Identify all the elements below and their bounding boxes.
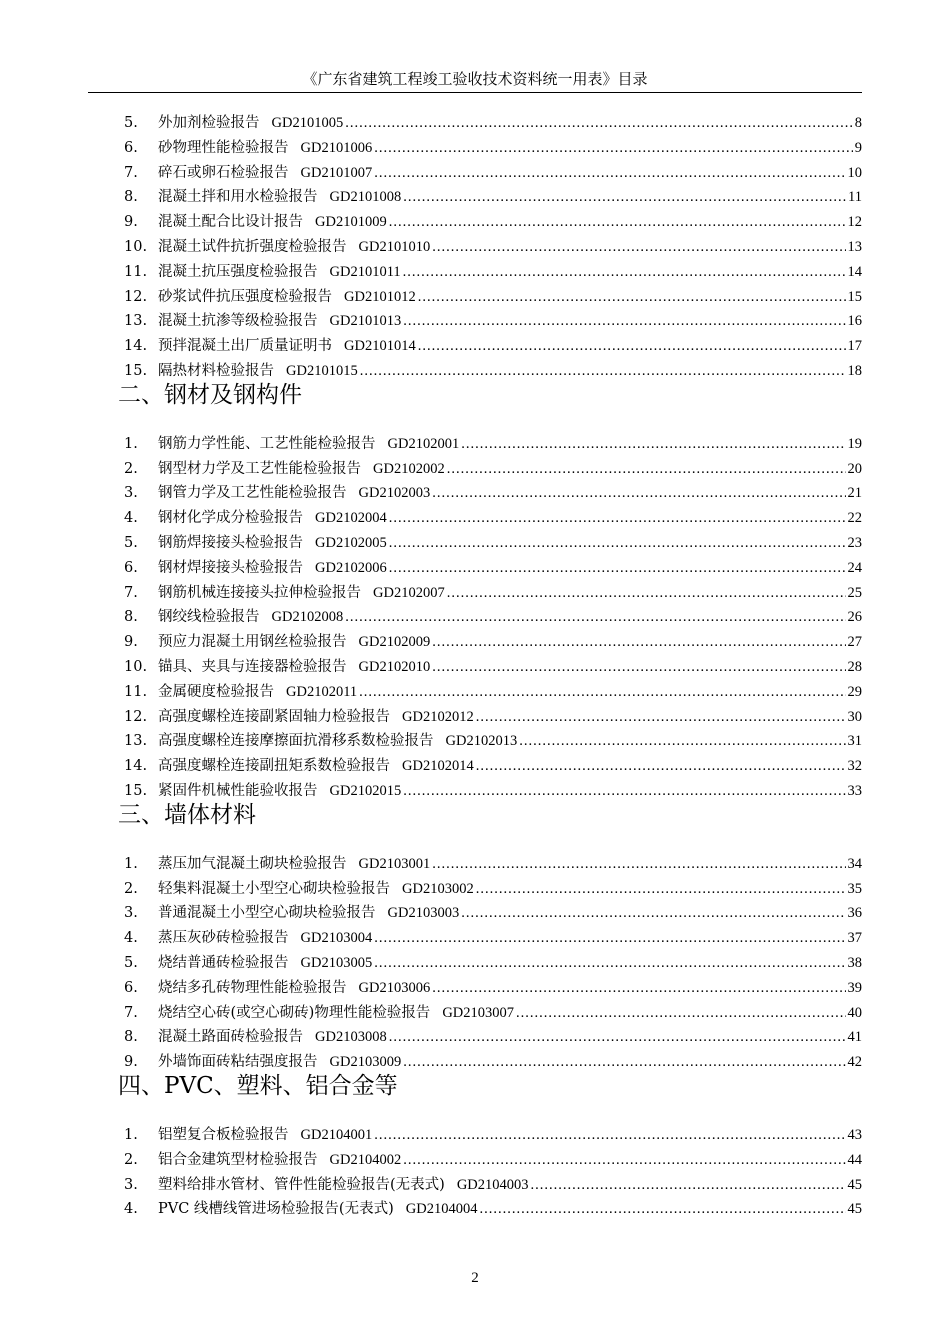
dot-leader — [516, 1002, 845, 1024]
entry-code: GD2104001 — [300, 1127, 373, 1143]
entry-code: GD2104004 — [405, 1201, 478, 1218]
entry-number: 14. — [124, 338, 148, 355]
dot-leader — [360, 360, 846, 382]
entry-code: GD2102012 — [402, 708, 474, 725]
toc-entry[interactable] — [124, 530, 862, 554]
dot-leader — [476, 878, 846, 900]
entry-number: 2. — [124, 880, 138, 897]
toc-entry[interactable] — [124, 1147, 862, 1171]
entry-number: 1. — [124, 435, 138, 452]
entry-page-number: 18 — [847, 363, 862, 379]
entry-code: GD2102013 — [445, 733, 518, 750]
dot-leader — [374, 952, 845, 974]
entry-number: 8. — [124, 609, 138, 626]
entry-title: 普通混凝土小型空心砌块检验报告 — [158, 905, 376, 922]
entry-title: 外墙饰面砖粘结强度报告 — [158, 1054, 318, 1071]
entry-code: GD2102001 — [387, 435, 460, 452]
entry-title: 钢材化学成分检验报告 — [158, 510, 303, 527]
entry-title: 轻集料混凝土小型空心砌块检验报告 — [158, 880, 390, 897]
entry-number: 15. — [124, 363, 148, 379]
entry-number: 4. — [124, 1201, 138, 1218]
entry-number: 13. — [124, 733, 148, 750]
entry-title: 锚具、夹具与连接器检验报告 — [158, 659, 347, 675]
toc-entry[interactable] — [124, 259, 862, 283]
dot-leader — [345, 112, 853, 134]
entry-page-number: 33 — [847, 783, 862, 799]
dot-leader — [418, 335, 846, 357]
entry-number: 1. — [124, 1127, 138, 1143]
entry-code: GD2102010 — [358, 659, 431, 675]
entry-page-number: 36 — [847, 905, 862, 922]
entry-number: 12. — [124, 288, 148, 305]
entry-title: 混凝土抗渗等级检验报告 — [158, 313, 318, 330]
dot-leader — [389, 557, 846, 579]
dot-leader — [345, 606, 845, 628]
toc-entry[interactable] — [124, 505, 862, 529]
page-header: 《广东省建筑工程竣工验收技术资料统一用表》目录 — [302, 70, 648, 88]
entry-code: GD2101005 — [271, 115, 344, 131]
entry-title: 钢绞线检验报告 — [158, 609, 260, 626]
dot-leader — [461, 433, 845, 455]
entry-page-number: 30 — [847, 708, 862, 725]
toc-entry[interactable] — [124, 679, 862, 703]
toc-entry[interactable] — [124, 480, 862, 504]
entry-code: GD2102008 — [271, 609, 344, 626]
entry-number: 8. — [124, 189, 138, 206]
toc-entry[interactable] — [124, 333, 862, 357]
entry-page-number: 13 — [847, 239, 862, 255]
entry-number: 5. — [124, 535, 138, 551]
dot-leader — [403, 261, 846, 283]
entry-page-number: 29 — [847, 683, 862, 700]
entry-page-number: 35 — [847, 880, 862, 897]
entry-page-number: 45 — [847, 1201, 862, 1218]
dot-leader — [389, 507, 846, 529]
entry-page-number: 16 — [847, 313, 862, 330]
entry-page-number: 31 — [847, 733, 862, 750]
entry-code: GD2101011 — [329, 263, 401, 280]
entry-page-number: 14 — [847, 263, 862, 280]
toc-entry[interactable] — [124, 431, 862, 455]
entry-number: 9. — [124, 634, 138, 651]
page-number: 2 — [471, 1270, 479, 1286]
entry-code: GD2101009 — [315, 214, 387, 231]
entry-code: GD2102006 — [315, 559, 387, 576]
entry-code: GD2102009 — [358, 634, 431, 651]
entry-title: 碎石或卵石检验报告 — [158, 164, 289, 181]
entry-number: 5. — [124, 955, 138, 971]
entry-number: 9. — [124, 1054, 138, 1071]
entry-code: GD2102011 — [286, 683, 358, 700]
dot-leader — [403, 780, 845, 802]
dot-leader — [519, 730, 845, 752]
section-heading: 四、PVC、塑料、铝合金等 — [118, 1073, 398, 1099]
entry-title: 钢筋力学性能、工艺性能检验报告 — [158, 435, 376, 452]
entry-title: 烧结普通砖检验报告 — [158, 955, 289, 971]
entry-title: 高强度螺栓连接副扭矩系数检验报告 — [158, 758, 390, 775]
entry-title: 金属硬度检验报告 — [158, 683, 274, 700]
toc-entry[interactable] — [124, 1122, 862, 1146]
toc-entry[interactable] — [124, 580, 862, 604]
entry-code: GD2103009 — [329, 1054, 402, 1071]
entry-title: 钢型材力学及工艺性能检验报告 — [158, 460, 361, 477]
entry-code: GD2103007 — [442, 1004, 515, 1021]
dot-leader — [374, 162, 845, 184]
entry-title: 烧结多孔砖物理性能检验报告 — [158, 979, 347, 996]
toc-entry[interactable] — [124, 753, 862, 777]
entry-code: GD2103003 — [387, 905, 460, 922]
entry-number: 2. — [124, 460, 138, 477]
toc-entry[interactable] — [124, 925, 862, 949]
dot-leader — [403, 310, 845, 332]
entry-page-number: 17 — [847, 338, 862, 355]
entry-page-number: 11 — [848, 189, 862, 206]
entry-title: 混凝土拌和用水检验报告 — [158, 189, 318, 206]
entry-title: 蒸压灰砂砖检验报告 — [158, 930, 289, 947]
entry-number: 6. — [124, 559, 138, 576]
dot-leader — [447, 582, 846, 604]
entry-code: GD2101006 — [300, 139, 373, 156]
entry-page-number: 45 — [847, 1176, 862, 1193]
entry-page-number: 15 — [847, 288, 862, 305]
dot-leader — [403, 1051, 845, 1073]
toc-entry[interactable] — [124, 110, 862, 134]
entry-number: 11. — [124, 683, 148, 700]
entry-code: GD2101007 — [300, 164, 373, 181]
entry-page-number: 37 — [847, 930, 862, 947]
dot-leader — [461, 902, 845, 924]
entry-code: GD2103008 — [315, 1029, 387, 1046]
entry-number: 4. — [124, 930, 138, 947]
entry-title: 塑料给排水管材、管件性能检验报告(无表式) — [158, 1176, 445, 1193]
entry-page-number: 41 — [847, 1029, 862, 1046]
entry-page-number: 25 — [847, 584, 862, 601]
entry-title: 钢筋焊接接头检验报告 — [158, 535, 303, 551]
entry-code: GD2102005 — [315, 535, 387, 551]
toc-entry[interactable] — [124, 950, 862, 974]
entry-number: 2. — [124, 1151, 138, 1168]
toc-entry[interactable] — [124, 184, 862, 208]
entry-title: 混凝土试件抗折强度检验报告 — [158, 239, 347, 255]
entry-title: 紧固件机械性能验收报告 — [158, 783, 318, 799]
dot-leader — [447, 458, 846, 480]
toc-entry[interactable] — [124, 1196, 862, 1220]
entry-page-number: 39 — [847, 979, 862, 996]
entry-code: GD2101014 — [344, 338, 416, 355]
entry-title: 外加剂检验报告 — [158, 115, 260, 131]
toc-entry[interactable] — [124, 135, 862, 159]
entry-title: 高强度螺栓连接副紧固轴力检验报告 — [158, 708, 390, 725]
entry-code: GD2101013 — [329, 313, 402, 330]
dot-leader — [531, 1174, 846, 1196]
entry-page-number: 28 — [847, 659, 862, 675]
entry-title: 混凝土路面砖检验报告 — [158, 1029, 303, 1046]
entry-page-number: 8 — [854, 115, 862, 131]
entry-code: GD2101008 — [329, 189, 402, 206]
entry-page-number: 9 — [854, 139, 862, 156]
entry-title: 预应力混凝土用钢丝检验报告 — [158, 634, 347, 651]
toc-entry[interactable] — [124, 555, 862, 579]
entry-number: 7. — [124, 584, 138, 601]
entry-number: 13. — [124, 313, 148, 330]
entry-number: 3. — [124, 485, 138, 502]
toc-entry[interactable] — [124, 876, 862, 900]
entry-code: GD2102014 — [402, 758, 474, 775]
entry-number: 11. — [124, 263, 148, 280]
entry-code: GD2103002 — [402, 880, 474, 897]
dot-leader — [476, 755, 846, 777]
entry-code: GD2103001 — [358, 855, 431, 872]
entry-page-number: 26 — [847, 609, 862, 626]
dot-leader — [389, 211, 846, 233]
toc-entry[interactable] — [124, 1172, 862, 1196]
entry-number: 5. — [124, 115, 138, 131]
section-heading: 二、钢材及钢构件 — [118, 381, 302, 408]
entry-number: 12. — [124, 708, 148, 725]
entry-number: 4. — [124, 510, 138, 527]
entry-number: 8. — [124, 1029, 138, 1046]
entry-code: GD2104003 — [456, 1176, 529, 1193]
entry-page-number: 21 — [847, 485, 862, 502]
entry-title: 混凝土抗压强度检验报告 — [158, 263, 318, 280]
entry-code: GD2101012 — [344, 288, 416, 305]
toc-entry[interactable] — [124, 308, 862, 332]
entry-number: 10. — [124, 239, 148, 255]
header-rule — [88, 92, 862, 93]
dot-leader — [432, 656, 845, 678]
toc-entry[interactable] — [124, 728, 862, 752]
dot-leader — [389, 1026, 846, 1048]
entry-code: GD2103006 — [358, 979, 431, 996]
entry-code: GD2102007 — [373, 584, 445, 601]
entry-number: 3. — [124, 1176, 138, 1193]
entry-page-number: 27 — [847, 634, 862, 651]
entry-code: GD2101015 — [286, 363, 358, 379]
entry-code: GD2102004 — [315, 510, 387, 527]
dot-leader — [374, 1124, 845, 1146]
entry-title: 钢管力学及工艺性能检验报告 — [158, 485, 347, 502]
toc-entry[interactable] — [124, 160, 862, 184]
dot-leader — [418, 286, 846, 308]
entry-page-number: 32 — [847, 758, 862, 775]
toc-entry[interactable] — [124, 284, 862, 308]
entry-page-number: 38 — [847, 955, 862, 971]
toc-entry[interactable] — [124, 456, 862, 480]
toc-entry[interactable] — [124, 1000, 862, 1024]
entry-page-number: 42 — [847, 1054, 862, 1071]
entry-code: GD2103005 — [300, 955, 373, 971]
entry-page-number: 10 — [847, 164, 862, 181]
entry-page-number: 40 — [847, 1004, 862, 1021]
entry-title: 钢材焊接接头检验报告 — [158, 559, 303, 576]
toc-entry[interactable] — [124, 851, 862, 875]
entry-page-number: 19 — [847, 435, 862, 452]
toc-entry[interactable] — [124, 1024, 862, 1048]
entry-title: 砂浆试件抗压强度检验报告 — [158, 288, 332, 305]
dot-leader — [432, 631, 845, 653]
entry-title: 烧结空心砖(或空心砌砖)物理性能检验报告 — [158, 1004, 431, 1021]
toc-entry[interactable] — [124, 629, 862, 653]
dot-leader — [479, 1198, 845, 1220]
entry-number: 7. — [124, 164, 138, 181]
dot-leader — [432, 482, 845, 504]
entry-number: 7. — [124, 1004, 138, 1021]
entry-title: 混凝土配合比设计报告 — [158, 214, 303, 231]
entry-code: GD2103004 — [300, 930, 373, 947]
entry-code: GD2104002 — [329, 1151, 402, 1168]
dot-leader — [432, 853, 845, 875]
dot-leader — [432, 977, 845, 999]
entry-number: 1. — [124, 855, 138, 872]
entry-page-number: 12 — [847, 214, 862, 231]
entry-title: 高强度螺栓连接摩擦面抗滑移系数检验报告 — [158, 733, 434, 750]
entry-number: 10. — [124, 659, 148, 675]
entry-title: 隔热材料检验报告 — [158, 363, 274, 379]
entry-number: 3. — [124, 905, 138, 922]
entry-title: 铝合金建筑型材检验报告 — [158, 1151, 318, 1168]
entry-number: 9. — [124, 214, 138, 231]
entry-page-number: 22 — [847, 510, 862, 527]
dot-leader — [359, 681, 845, 703]
toc-entry[interactable] — [124, 975, 862, 999]
entry-number: 6. — [124, 979, 138, 996]
dot-leader — [374, 137, 853, 159]
dot-leader — [432, 236, 845, 258]
entry-title: 钢筋机械连接接头拉伸检验报告 — [158, 584, 361, 601]
entry-number: 14. — [124, 758, 148, 775]
toc-entry[interactable] — [124, 209, 862, 233]
entry-title: 预拌混凝土出厂质量证明书 — [158, 338, 332, 355]
entry-page-number: 43 — [847, 1127, 862, 1143]
toc-entry[interactable] — [124, 604, 862, 628]
entry-page-number: 24 — [847, 559, 862, 576]
entry-title: 蒸压加气混凝土砌块检验报告 — [158, 855, 347, 872]
dot-leader — [374, 927, 845, 949]
entry-code: GD2102003 — [358, 485, 431, 502]
entry-page-number: 44 — [847, 1151, 862, 1168]
entry-code: GD2102015 — [329, 783, 402, 799]
dot-leader — [403, 1149, 845, 1171]
entry-number: 6. — [124, 139, 138, 156]
dot-leader — [403, 186, 846, 208]
toc-entry[interactable] — [124, 234, 862, 258]
entry-number: 15. — [124, 783, 148, 799]
toc-entry[interactable] — [124, 900, 862, 924]
entry-code: GD2101010 — [358, 239, 431, 255]
entry-title: 砂物理性能检验报告 — [158, 139, 289, 156]
entry-code: GD2102002 — [373, 460, 445, 477]
entry-title: 铝塑复合板检验报告 — [158, 1127, 289, 1143]
dot-leader — [476, 706, 846, 728]
entry-title: PVC 线槽线管进场检验报告(无表式) — [158, 1201, 394, 1218]
dot-leader — [389, 532, 846, 554]
toc-entry[interactable] — [124, 704, 862, 728]
entry-page-number: 20 — [847, 460, 862, 477]
entry-page-number: 34 — [847, 855, 862, 872]
entry-page-number: 23 — [847, 535, 862, 551]
section-heading: 三、墙体材料 — [118, 801, 256, 828]
toc-entry[interactable] — [124, 654, 862, 678]
